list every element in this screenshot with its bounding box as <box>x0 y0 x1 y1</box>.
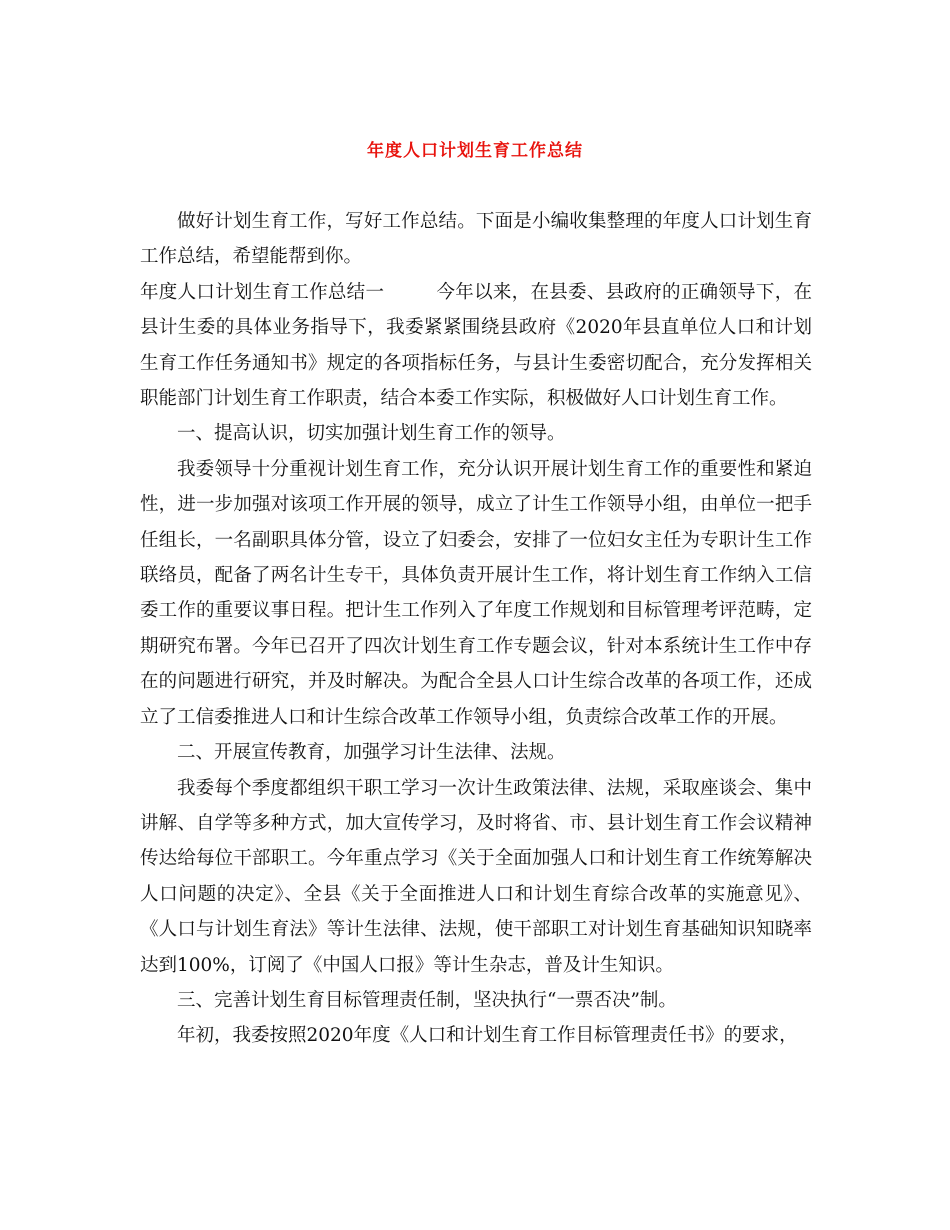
paragraph-two: 我委每个季度都组织干职工学习一次计生政策法律、法规，采取座谈会、集中讲解、自学等多种方式，加大宣传学习，及时将省、市、县计划生育工作会议精神传达给每位干部职工。今年重点学习《关于全面加强人口和计划生育工作统筹解决人口问题的决定》、全县《关于全面推进人口和计划生育综合改革的实施意见》、《人口与计划生育法》等计生法律、法规，使干部职工对计划生育基础知识知晓率达到100%，订阅了《中国人口报》等计生杂志，普及计生知识。 <box>140 777 812 976</box>
document-body <box>140 204 812 1054</box>
document-title: 年度人口计划生育工作总结 <box>367 141 583 161</box>
paragraph-one: 我委领导十分重视计划生育工作，充分认识开展计划生育工作的重要性和紧迫性，进一步加强对该项工作开展的领导，成立了计生工作领导小组，由单位一把手任组长，一名副职具体分管，设立了妇委会，安排了一位妇女主任为专职计生工作联络员，配备了两名计生专干，具体负责开展计生工作，将计划生育工作纳入工信委工作的重要议事日程。把计生工作列入了年度工作规划和目标管理考评范畴，定期研究布署。今年已召开了四次计划生育工作专题会议，针对本系统计生工作中存在的问题进行研究，并及时解决。为配合全县人口计生综合改革的各项工作，还成立了工信委推进人口和计生综合改革工作领导小组，负责综合改革工作的开展。 <box>140 458 812 728</box>
section-one-heading: 年度人口计划生育工作总结一 <box>140 281 385 303</box>
heading-two: 二、开展宣传教育，加强学习计生法律、法规。 <box>177 742 566 764</box>
paragraph-three: 年初，我委按照2020年度《人口和计划生育工作目标管理责任书》的要求， <box>177 1025 798 1047</box>
heading-three: 三、完善计划生育目标管理责任制，坚决执行“一票否决”制。 <box>177 989 677 1011</box>
section-one-body: 今年以来，在县委、县政府的正确领导下，在县计生委的具体业务指导下，我委紧紧围绕县政府《2020年县直单位人口和计划生育工作任务通知书》规定的各项指标任务，与县计生委密切配合，充分发挥相关职能部门计划生育工作职责，结合本委工作实际，积极做好人口计划生育工作。 <box>140 281 812 410</box>
heading-one: 一、提高认识，切实加强计划生育工作的领导。 <box>177 423 566 445</box>
intro-paragraph: 做好计划生育工作，写好工作总结。下面是小编收集整理的年度人口计划生育工作总结，希望能帮到你。 <box>140 211 812 268</box>
section-one-paragraph <box>140 275 812 417</box>
